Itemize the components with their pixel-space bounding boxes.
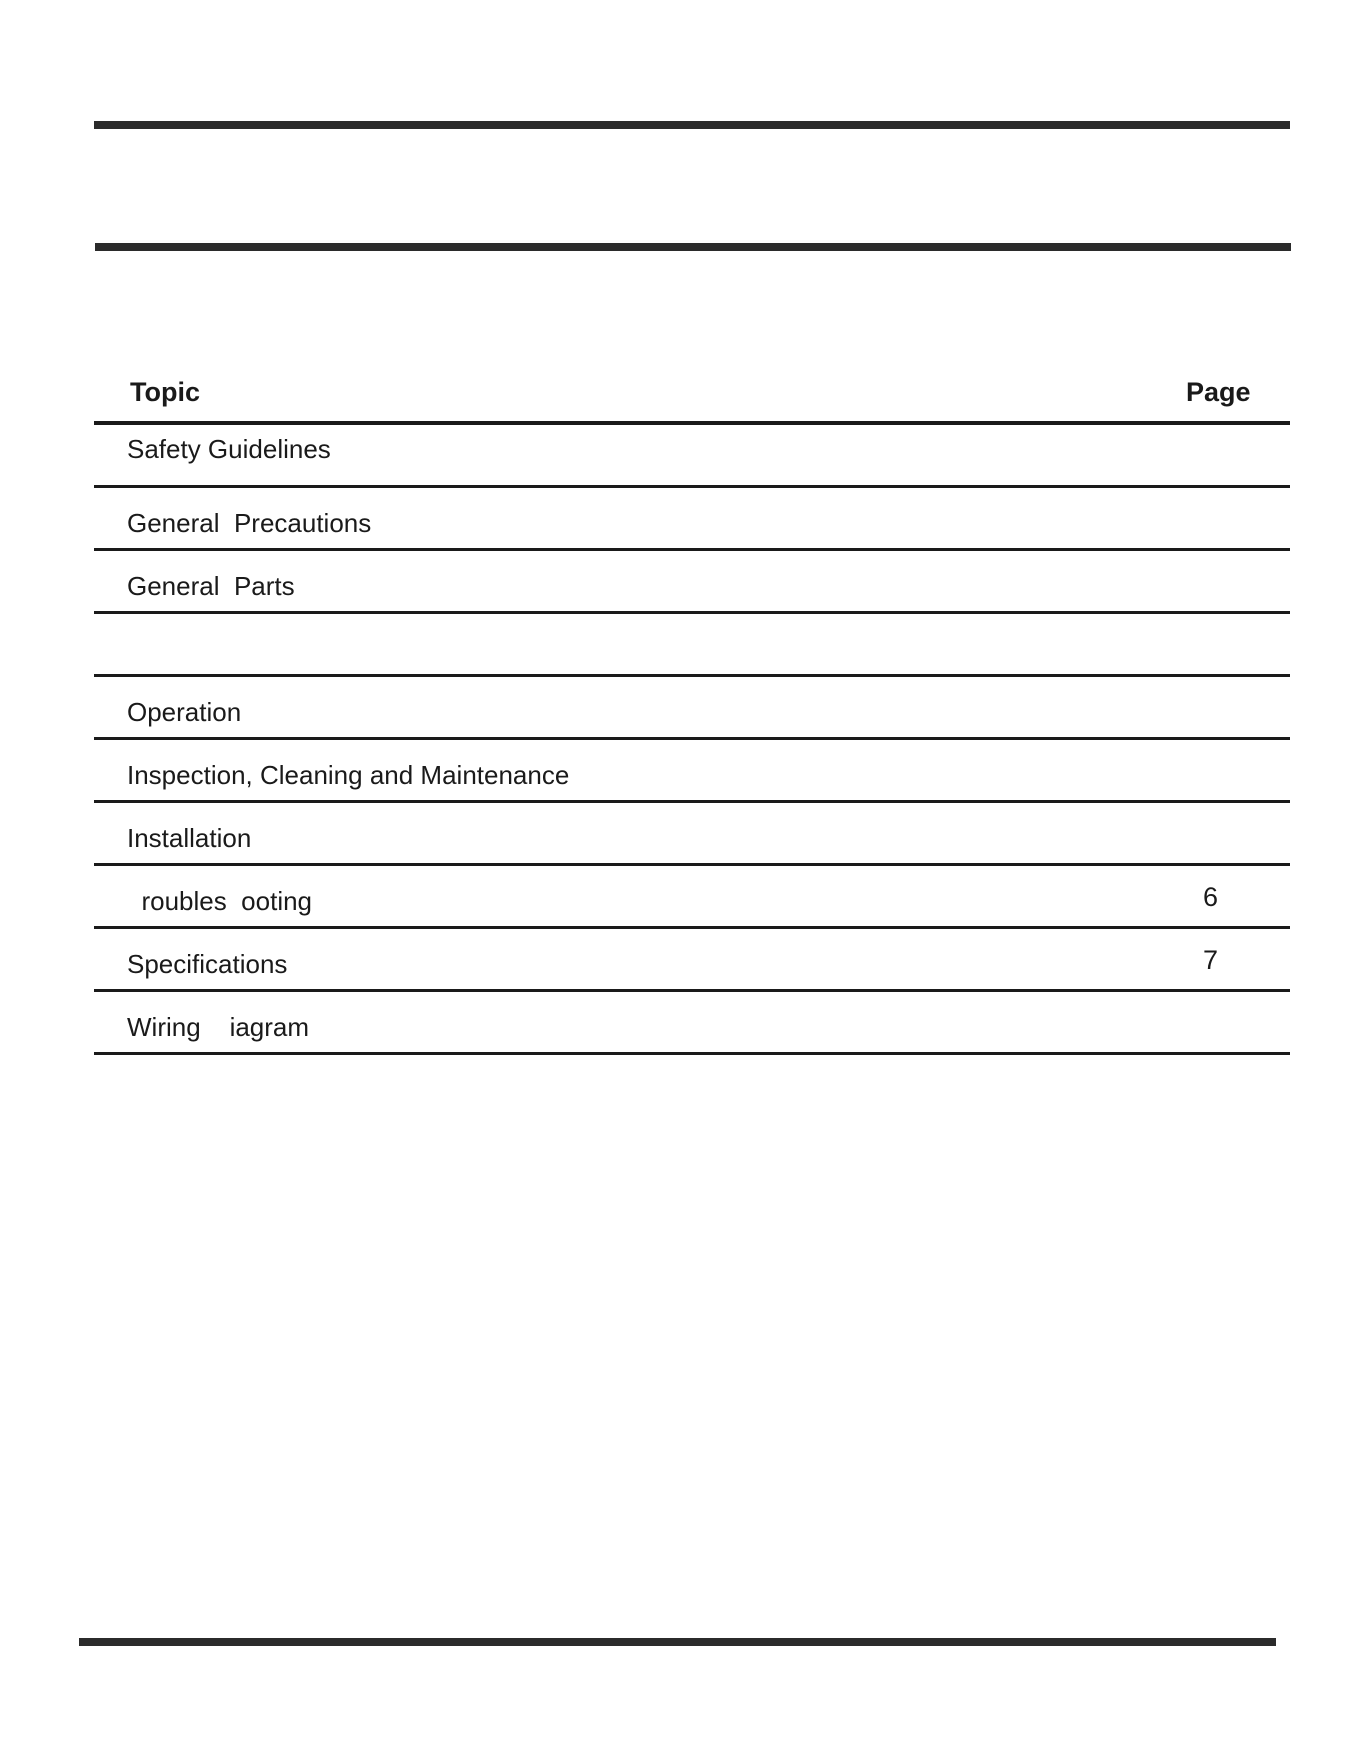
toc-header-page: Page bbox=[1186, 377, 1251, 407]
toc-row-safety-guidelines[interactable] bbox=[94, 425, 1290, 488]
toc-page: 6 bbox=[1203, 882, 1219, 912]
toc-row-installation[interactable] bbox=[94, 803, 1290, 866]
toc-row-troubleshooting[interactable] bbox=[94, 866, 1290, 929]
toc-header bbox=[94, 365, 1290, 425]
toc-header-topic: Topic bbox=[130, 377, 200, 407]
toc-row-general-precautions[interactable] bbox=[94, 488, 1290, 551]
toc-row-wiring-diagram[interactable] bbox=[94, 992, 1290, 1055]
toc-topic: Wiring iagram bbox=[127, 1012, 310, 1042]
toc-row-operation[interactable] bbox=[94, 677, 1290, 740]
toc-topic: General Parts bbox=[127, 571, 295, 601]
table-of-contents bbox=[94, 365, 1290, 1055]
toc-topic: Inspection, Cleaning and Maintenance bbox=[127, 760, 570, 790]
toc-page: 7 bbox=[1203, 945, 1219, 975]
toc-topic: Operation bbox=[127, 697, 242, 727]
toc-row-blank bbox=[94, 614, 1290, 677]
toc-row-general-parts[interactable] bbox=[94, 551, 1290, 614]
toc-topic: Safety Guidelines bbox=[127, 434, 331, 464]
top-rule-upper bbox=[94, 121, 1290, 129]
toc-row-inspection-cleaning-maintenance[interactable] bbox=[94, 740, 1290, 803]
toc-topic: roubles ooting bbox=[127, 886, 313, 916]
toc-topic: General Precautions bbox=[127, 508, 372, 538]
bottom-rule bbox=[79, 1638, 1276, 1646]
toc-topic: Specifications bbox=[127, 949, 288, 979]
toc-topic: Installation bbox=[127, 823, 252, 853]
toc-row-specifications[interactable] bbox=[94, 929, 1290, 992]
top-rule-lower bbox=[95, 243, 1291, 251]
